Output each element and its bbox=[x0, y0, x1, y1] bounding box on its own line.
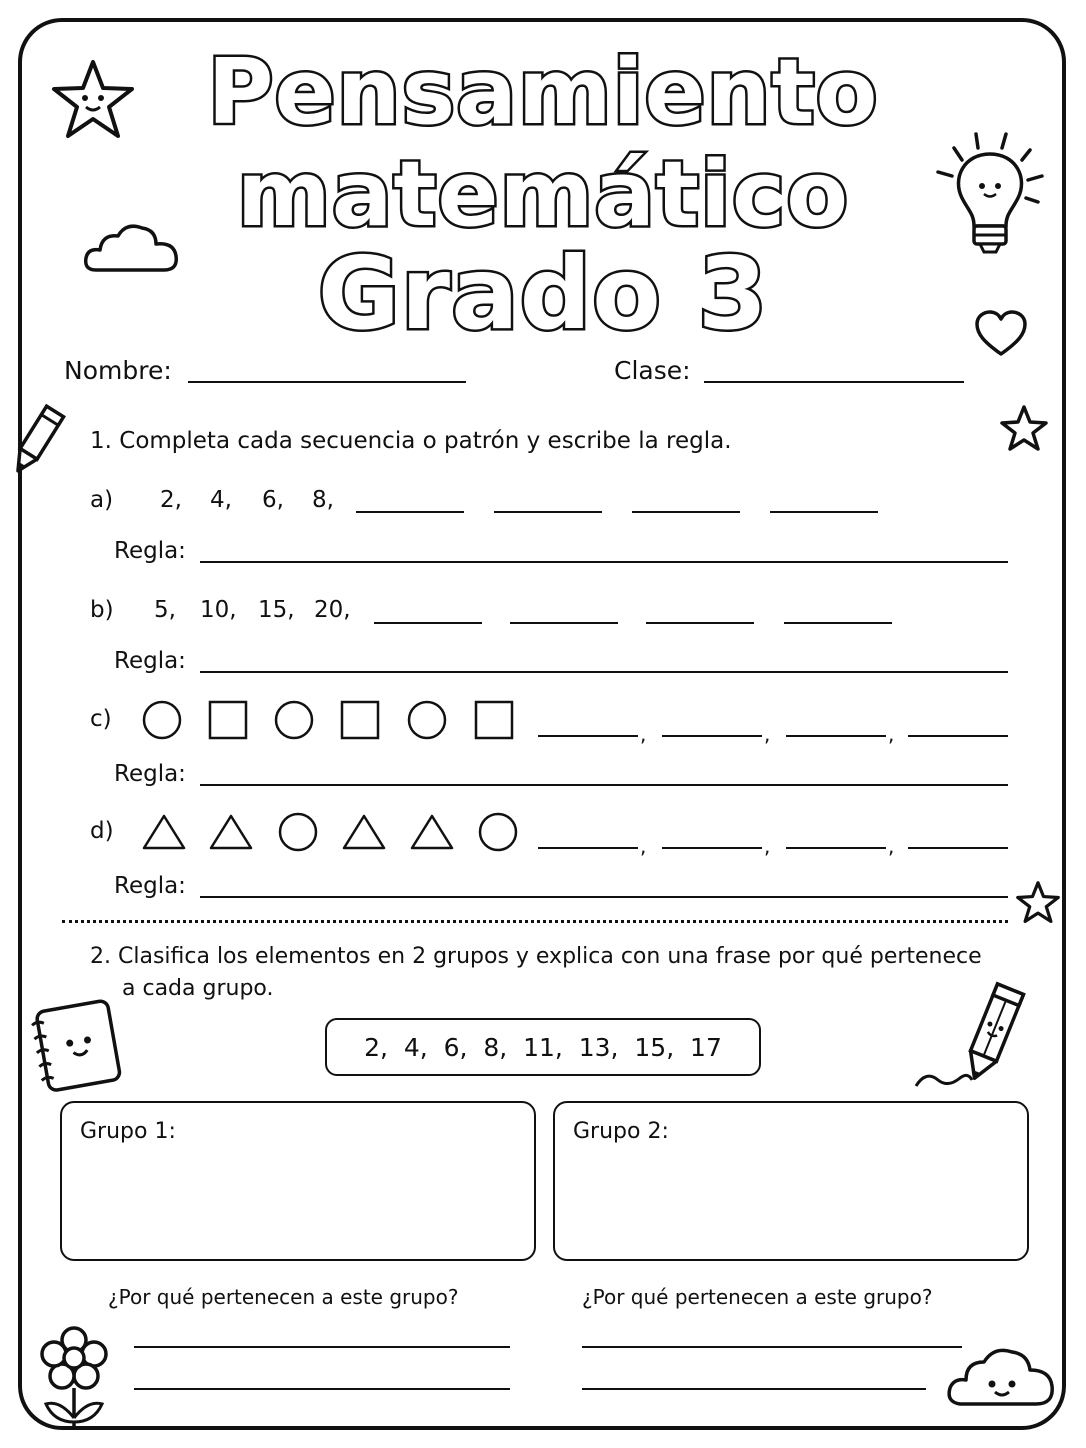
item-b-number: 20, bbox=[314, 597, 351, 623]
clase-label: Clase: bbox=[614, 356, 691, 385]
group1-label: Grupo 1: bbox=[80, 1119, 176, 1144]
item-d-rule-line[interactable] bbox=[200, 896, 1008, 898]
cloud-icon bbox=[82, 218, 182, 276]
section2-instruction-line2: a cada grupo. bbox=[122, 976, 274, 1001]
item-a-number: 4, bbox=[210, 487, 232, 513]
clase-input-line[interactable] bbox=[704, 381, 964, 383]
group2-why-line[interactable] bbox=[582, 1346, 962, 1348]
triangle-shape bbox=[344, 816, 384, 848]
item-d-answer-line[interactable] bbox=[662, 847, 762, 849]
item-b-rule-line[interactable] bbox=[200, 671, 1008, 673]
circle-shape bbox=[280, 814, 316, 850]
item-c-rule-line[interactable] bbox=[200, 784, 1008, 786]
group2-why-line[interactable] bbox=[582, 1388, 926, 1390]
item-d-answer-line[interactable] bbox=[538, 847, 638, 849]
comma: , bbox=[640, 834, 647, 858]
comma: , bbox=[640, 722, 647, 746]
item-d-rule-label: Regla: bbox=[114, 873, 186, 899]
pencil-face-icon bbox=[912, 980, 1042, 1092]
square-shape bbox=[342, 702, 378, 738]
item-c-letter: c) bbox=[90, 706, 112, 732]
group1-box[interactable] bbox=[60, 1101, 536, 1261]
cloud-face-icon bbox=[946, 1342, 1058, 1410]
comma: , bbox=[888, 834, 895, 858]
circle-shape bbox=[144, 702, 180, 738]
item-a-answer-line[interactable] bbox=[770, 511, 878, 513]
section2-instruction-line1: 2. Clasifica los elementos en 2 grupos y explica con una frase por qué pertenece bbox=[90, 944, 982, 969]
title-line-1: Pensamiento bbox=[207, 40, 879, 145]
lightbulb-icon bbox=[930, 130, 1050, 265]
numbers-box bbox=[325, 1018, 761, 1076]
item-c-rule-label: Regla: bbox=[114, 761, 186, 787]
group1-why-label: ¿Por qué pertenecen a este grupo? bbox=[108, 1285, 459, 1309]
comma: , bbox=[888, 722, 895, 746]
item-d-answer-line[interactable] bbox=[786, 847, 886, 849]
square-shape bbox=[476, 702, 512, 738]
comma: , bbox=[764, 834, 771, 858]
item-a-rule-line[interactable] bbox=[200, 561, 1008, 563]
item-b-letter: b) bbox=[90, 597, 114, 623]
item-c-answer-line[interactable] bbox=[662, 735, 762, 737]
item-d-letter: d) bbox=[90, 818, 114, 844]
item-a-answer-line[interactable] bbox=[356, 511, 464, 513]
item-a-number: 2, bbox=[160, 487, 182, 513]
square-shape bbox=[210, 702, 246, 738]
item-b-answer-line[interactable] bbox=[510, 622, 618, 624]
item-c-answer-line[interactable] bbox=[538, 735, 638, 737]
item-d-answer-line[interactable] bbox=[908, 847, 1008, 849]
pattern-d-shapes bbox=[140, 812, 524, 852]
group2-label: Grupo 2: bbox=[573, 1119, 669, 1144]
title-line-2: matemático bbox=[236, 142, 850, 247]
item-a-letter: a) bbox=[90, 487, 114, 513]
numbers-list: 2, 4, 6, 8, 11, 13, 15, 17 bbox=[364, 1032, 722, 1062]
item-a-number: 6, bbox=[262, 487, 284, 513]
triangle-shape bbox=[144, 816, 184, 848]
section-divider bbox=[62, 920, 1008, 923]
section1-instruction: 1. Completa cada secuencia o patrón y escribe la regla. bbox=[90, 428, 732, 454]
item-a-answer-line[interactable] bbox=[632, 511, 740, 513]
star-face-icon bbox=[48, 58, 138, 142]
item-b-number: 15, bbox=[258, 597, 295, 623]
comma: , bbox=[764, 722, 771, 746]
item-b-rule-label: Regla: bbox=[114, 648, 186, 674]
pencil-icon bbox=[4, 402, 68, 482]
item-b-number: 5, bbox=[154, 597, 176, 623]
item-c-answer-line[interactable] bbox=[908, 735, 1008, 737]
nombre-label: Nombre: bbox=[64, 356, 172, 385]
group2-why-label: ¿Por qué pertenecen a este grupo? bbox=[582, 1285, 933, 1309]
group1-why-line[interactable] bbox=[134, 1346, 510, 1348]
nombre-input-line[interactable] bbox=[188, 381, 466, 383]
item-a-number: 8, bbox=[312, 487, 334, 513]
pattern-c-shapes bbox=[140, 700, 520, 740]
circle-shape bbox=[409, 702, 445, 738]
flower-icon bbox=[36, 1326, 112, 1430]
heart-icon bbox=[974, 310, 1028, 358]
item-b-answer-line[interactable] bbox=[784, 622, 892, 624]
star-icon bbox=[1014, 880, 1062, 926]
triangle-shape bbox=[211, 816, 251, 848]
triangle-shape bbox=[412, 816, 452, 848]
item-b-number: 10, bbox=[200, 597, 237, 623]
group1-why-line[interactable] bbox=[134, 1388, 510, 1390]
item-a-rule-label: Regla: bbox=[114, 538, 186, 564]
item-b-answer-line[interactable] bbox=[374, 622, 482, 624]
title-line-3: Grado 3 bbox=[317, 235, 769, 352]
item-a-answer-line[interactable] bbox=[494, 511, 602, 513]
group2-box[interactable] bbox=[553, 1101, 1029, 1261]
star-icon bbox=[998, 404, 1050, 454]
item-c-answer-line[interactable] bbox=[786, 735, 886, 737]
circle-shape bbox=[480, 814, 516, 850]
notebook-icon bbox=[26, 994, 126, 1094]
circle-shape bbox=[276, 702, 312, 738]
item-b-answer-line[interactable] bbox=[646, 622, 754, 624]
